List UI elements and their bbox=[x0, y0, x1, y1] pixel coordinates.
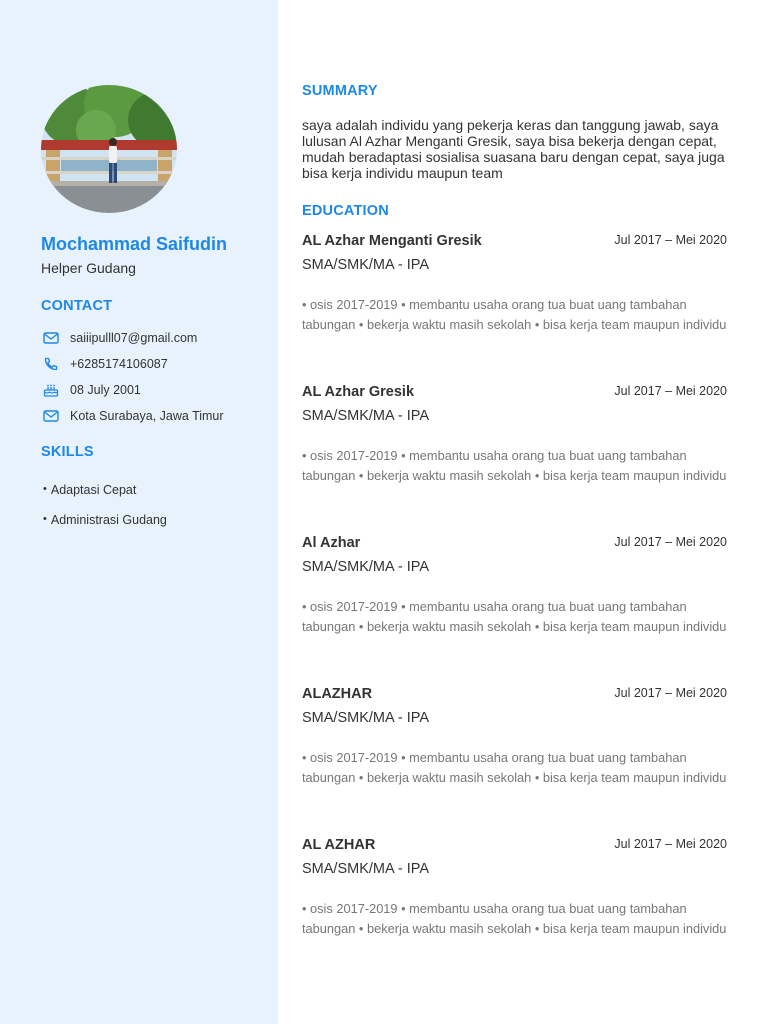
birthday-cake-icon bbox=[41, 382, 61, 398]
education-school: ALAZHAR bbox=[302, 686, 373, 702]
contact-location-text: Kota Surabaya, Jawa Timur bbox=[70, 409, 224, 423]
education-entry bbox=[302, 233, 727, 363]
education-degree: SMA/SMK/MA - IPA bbox=[302, 408, 430, 424]
contact-phone[interactable] bbox=[41, 355, 168, 373]
contact-email-text: saiiipulll07@gmail.com bbox=[70, 331, 198, 345]
education-degree: SMA/SMK/MA - IPA bbox=[302, 257, 430, 273]
education-degree: SMA/SMK/MA - IPA bbox=[302, 559, 430, 575]
education-entry bbox=[302, 686, 727, 816]
education-heading: EDUCATION bbox=[302, 203, 389, 219]
education-description: • osis 2017-2019 • membantu usaha orang tua buat uang tambahan tabungan • bekerja waktu masih sekolah • bisa kerja team maupun individu bbox=[302, 448, 727, 483]
contact-birthdate bbox=[41, 381, 141, 399]
email-icon bbox=[41, 330, 61, 346]
phone-icon bbox=[41, 356, 61, 372]
skill-label: Administrasi Gudang bbox=[50, 513, 167, 527]
education-school: AL AZHAR bbox=[302, 837, 376, 853]
contact-location bbox=[41, 407, 224, 425]
skill-item bbox=[43, 483, 136, 497]
education-description: • osis 2017-2019 • membantu usaha orang tua buat uang tambahan tabungan • bekerja waktu masih sekolah • bisa kerja team maupun individu bbox=[302, 297, 727, 332]
profile-photo bbox=[41, 85, 177, 213]
education-entry bbox=[302, 535, 727, 665]
location-mail-icon bbox=[41, 408, 61, 424]
summary-heading: SUMMARY bbox=[302, 83, 378, 99]
main-content bbox=[278, 0, 768, 1024]
contact-birthdate-text: 08 July 2001 bbox=[70, 383, 141, 397]
profile-name: Mochammad Saifudin bbox=[41, 234, 228, 254]
contact-phone-text: +6285174106087 bbox=[70, 357, 168, 371]
education-date: Jul 2017 – Mei 2020 bbox=[614, 686, 727, 700]
education-school: AL Azhar Menganti Gresik bbox=[302, 233, 482, 249]
education-date: Jul 2017 – Mei 2020 bbox=[614, 837, 727, 851]
bullet-icon: • bbox=[43, 483, 47, 495]
education-degree: SMA/SMK/MA - IPA bbox=[302, 710, 430, 726]
education-school: AL Azhar Gresik bbox=[302, 384, 415, 400]
education-description: • osis 2017-2019 • membantu usaha orang tua buat uang tambahan tabungan • bekerja waktu masih sekolah • bisa kerja team maupun individu bbox=[302, 750, 727, 785]
skill-label: Adaptasi Cepat bbox=[50, 483, 137, 497]
education-entry bbox=[302, 837, 727, 967]
skills-heading: SKILLS bbox=[41, 444, 94, 460]
education-degree: SMA/SMK/MA - IPA bbox=[302, 861, 430, 877]
summary-text: saya adalah individu yang pekerja keras dan tanggung jawab, saya lulusan Al Azhar Menganti Gresik, saya bisa bekerja dengan cepat, mudah beradaptasi sosialisa suasana baru dengan cepat, saya juga bisa kerja individu maupun team bbox=[302, 117, 725, 181]
bullet-icon: • bbox=[43, 513, 47, 525]
education-description: • osis 2017-2019 • membantu usaha orang tua buat uang tambahan tabungan • bekerja waktu masih sekolah • bisa kerja team maupun individu bbox=[302, 901, 727, 936]
profile-role: Helper Gudang bbox=[41, 260, 136, 276]
education-date: Jul 2017 – Mei 2020 bbox=[614, 233, 727, 247]
education-date: Jul 2017 – Mei 2020 bbox=[614, 384, 727, 398]
contact-email[interactable] bbox=[41, 329, 197, 347]
skill-item bbox=[43, 513, 167, 527]
sidebar bbox=[0, 0, 278, 1024]
education-description: • osis 2017-2019 • membantu usaha orang tua buat uang tambahan tabungan • bekerja waktu masih sekolah • bisa kerja team maupun individu bbox=[302, 599, 727, 634]
contact-heading: CONTACT bbox=[41, 298, 113, 314]
education-entry bbox=[302, 384, 727, 514]
education-date: Jul 2017 – Mei 2020 bbox=[614, 535, 727, 549]
education-school: Al Azhar bbox=[302, 535, 361, 551]
